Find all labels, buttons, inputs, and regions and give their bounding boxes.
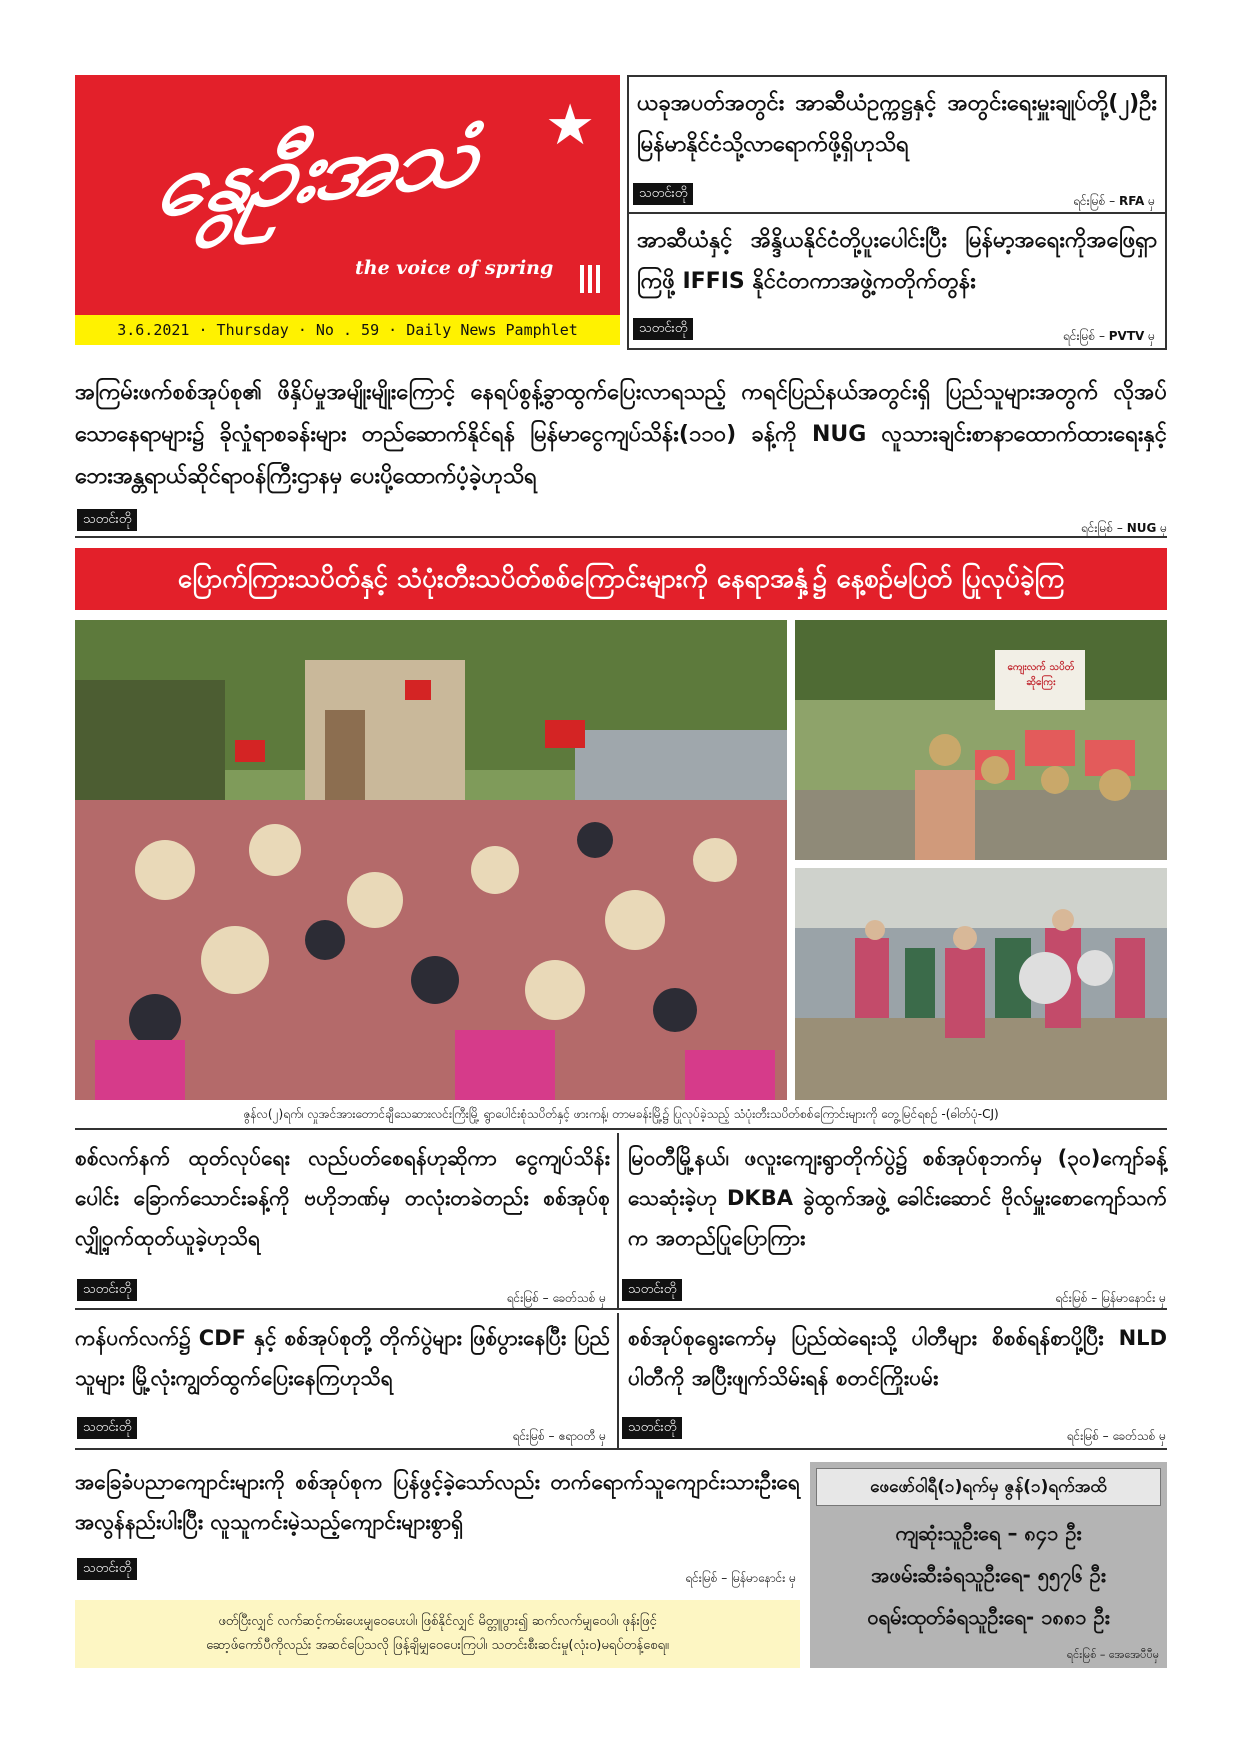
story-source: ရင်းမြစ် – ဧရာဝတီ မှ — [512, 1429, 606, 1443]
stats-source: ရင်းမြစ် – အေအေပီပီမှ — [1066, 1648, 1159, 1661]
story-tag: သတင်းတို — [633, 183, 693, 205]
stat-line-warrants: ဝရမ်းထုတ်ခံရသူဦးရေ- ၁၈၈၁ ဦး — [867, 1605, 1110, 1629]
top-story-headline: ယခုအပတ်အတွင်း အာဆီယံဥက္ကဋ္ဌနှင့် အတွင်းရေးမှူးချုပ်တို့(၂)ဦး မြန်မာနိုင်ငံသို့လာရောက်ဖို့ရှိဟုသိရ — [637, 91, 1157, 157]
story-tag: သတင်းတို — [77, 1558, 137, 1580]
protest-photo-bottom-right — [795, 868, 1167, 1100]
divider — [75, 1448, 1167, 1450]
divider — [617, 1313, 619, 1448]
star-icon: ★ — [545, 93, 596, 158]
footer-note — [75, 1600, 800, 1668]
story-headline: စစ်လက်နက် ထုတ်လုပ်ရေး လည်ပတ်စေရန်ဟုဆိုကာ ငွေကျပ်သိန်းပေါင်း ခြောက်သောင်းခန့်ကို ဗဟိုဘဏ်မှ တလုံးတခဲတည်း စစ်အုပ်စု လျှို့ဝှက်ထုတ်ယူခဲ့ဟုသိရ — [75, 1146, 610, 1250]
story-source: ရင်းမြစ် – ခေတ်သစ် မှ — [1066, 1429, 1166, 1443]
divider — [75, 536, 1167, 538]
photo-caption: ဇွန်လ(၂)ရက်၊ လှုအင်အားတောင်ချီသေဆားလင်းကြီးမြို့ ရွာပေါင်းစုံသပိတ်နှင့် ဖားကန့်၊ တာမခန်းမြို့၌ ပြုလုပ်ခဲ့သည့် သံပုံးတီးသပိတ်စစ်ကြောင်းများကို တွေ့မြင်ရစဉ် -(ဓါတ်ပုံ-CJ) — [243, 1107, 999, 1121]
top-story-headline: အာဆီယံနှင့် အိန္ဒိယနိုင်ငံတို့ပူးပေါင်းပြီး မြန်မာ့အရေးကိုအဖြေရှာကြဖို့ IFFIS နိုင်ငံတကာအဖွဲ့ကတိုက်တွန်း — [637, 228, 1157, 294]
story-tag: သတင်းတို — [633, 318, 693, 340]
masthead-logo: နွေဦးအသံ — [147, 104, 487, 237]
story-headline: မြဝတီမြို့နယ်၊ ဖလူးကျေးရွာတိုက်ပွဲ၌ စစ်အုပ်စုဘက်မှ (၃၀)ကျော်ခန့် သေဆုံးခဲ့ဟု DKBA ခွဲထွက်အဖွဲ့ ခေါင်းဆောင် ဗိုလ်မှူးစောကျော်သက်က အတည်ပြုပြောကြား — [628, 1146, 1167, 1250]
protest-sign: ကျေးလက် သပိတ် ဆိုကြေး — [1007, 662, 1075, 688]
story-source: ရင်းမြစ် – မြန်မာနောင်း မှ — [1055, 1291, 1166, 1305]
masthead — [75, 75, 620, 345]
story-headline: ကန်ပက်လက်၌ CDF နှင့် စစ်အုပ်စုတို့ တိုက်ပွဲများ ဖြစ်ပွားနေပြီး ပြည်သူများ မြို့လုံးကျွတ်ထွက်ပြေးနေကြဟုသိရ — [75, 1326, 610, 1390]
story-source: ရင်းမြစ် – ခေတ်သစ် မှ — [506, 1291, 606, 1305]
top-story-2 — [629, 214, 1165, 350]
story-tag: သတင်းတို — [622, 1417, 682, 1439]
divider — [617, 1133, 619, 1308]
divider — [75, 1128, 1167, 1130]
protest-photo-top-right — [795, 620, 1167, 860]
dateline: 3.6.2021 · Thursday · No . 59 · Daily News Pamphlet — [75, 315, 620, 345]
story-tag: သတင်းတို — [622, 1279, 682, 1301]
bars-icon — [580, 265, 606, 295]
stat-line-arrested: အဖမ်းဆီးခံရသူဦးရေ- ၅၅၇၆ ဦး — [871, 1563, 1106, 1587]
story-tag: သတင်းတို — [77, 1279, 137, 1301]
masthead-tagline: the voice of spring — [355, 257, 554, 279]
footer-note-line: ဆော့ဖ်ကော်ပီကိုလည်း အဆင်ပြေသလို ဖြန့်ချိမျှဝေပေးကြပါ၊ သတင်းစီးဆင်းမှု(လုံး၀)မရပ်တန့်စေရ။ — [206, 1638, 669, 1653]
casualty-stats-box — [810, 1462, 1167, 1668]
story-source: ရင်းမြစ် – PVTV မှ — [1062, 329, 1155, 343]
protest-photo-main — [75, 620, 787, 1100]
divider — [75, 1308, 1167, 1310]
banner-headline: ပြောက်ကြားသပိတ်နှင့် သံပုံးတီးသပိတ်စစ်ကြောင်းများကို နေရာအနှံ့၌ နေ့စဉ်မပြတ် ပြုလုပ်ခဲ့ကြ — [75, 548, 1167, 610]
top-story-1 — [629, 77, 1165, 212]
stat-line-killed: ကျဆုံးသူဦးရေ – ၈၄၁ ဦး — [895, 1521, 1082, 1545]
top-stories-box — [627, 75, 1167, 350]
stats-title: ဖေဖော်ဝါရီ(၁)ရက်မှ ဇွန်(၁)ရက်အထိ — [816, 1468, 1161, 1506]
story-source: ရင်းမြစ် – NUG မှ — [1080, 521, 1167, 535]
story-source: ရင်းမြစ် – RFA မှ — [1073, 194, 1155, 208]
lead-story-text: အကြမ်းဖက်စစ်အုပ်စု၏ ဖိနှိပ်မှုအမျိုးမျိုးကြောင့် နေရပ်စွန့်ခွာထွက်ပြေးလာရသည့် ကရင်ပြည်နယ်အတွင်းရှိ ပြည်သူများအတွက် လိုအပ်သောနေရာများ၌ ခိုလှုံရာစခန်းများ တည်ဆောက်နိုင်ရန် မြန်မာငွေကျပ်သိန်း(၁၁၀) ခန့်ကို NUG လူသားချင်းစာနာထောက်ထားရေးနှင့်ဘေးအန္တရာယ်ဆိုင်ရာဝန်ကြီးဌာနမှ ပေးပို့ထောက်ပံ့ခဲ့ဟုသိရ — [75, 380, 1167, 489]
story-headline: စစ်အုပ်စုရွေးကော်မှ ပြည်ထဲရေးသို့ ပါတီများ စိစစ်ရန်စာပို့ပြီး NLD ပါတီကို အပြီးဖျက်သိမ်းရန် စတင်ကြိုးပမ်း — [628, 1326, 1167, 1390]
footer-note-line: ဖတ်ပြီးလျှင် လက်ဆင့်ကမ်းပေးမျှဝေပေးပါ၊ ဖြစ်နိုင်လျှင် မိတ္တူပွား၍ ဆက်လက်မျှဝေပါ၊ ဖုန်းဖြင့် — [218, 1614, 657, 1629]
story-tag: သတင်းတို — [77, 1417, 137, 1439]
story-source: ရင်းမြစ် – မြန်မာနောင်း မှ — [685, 1571, 796, 1585]
story-tag: သတင်းတို — [77, 509, 137, 531]
story-headline: အခြေခံပညာကျောင်းများကို စစ်အုပ်စုက ပြန်ဖွင့်ခဲ့သော်လည်း တက်ရောက်သူကျောင်းသားဦးရေ အလွန်နည်းပါးပြီး လူသူကင်းမဲ့သည့်ကျောင်းများစွာရှိ — [75, 1470, 800, 1534]
